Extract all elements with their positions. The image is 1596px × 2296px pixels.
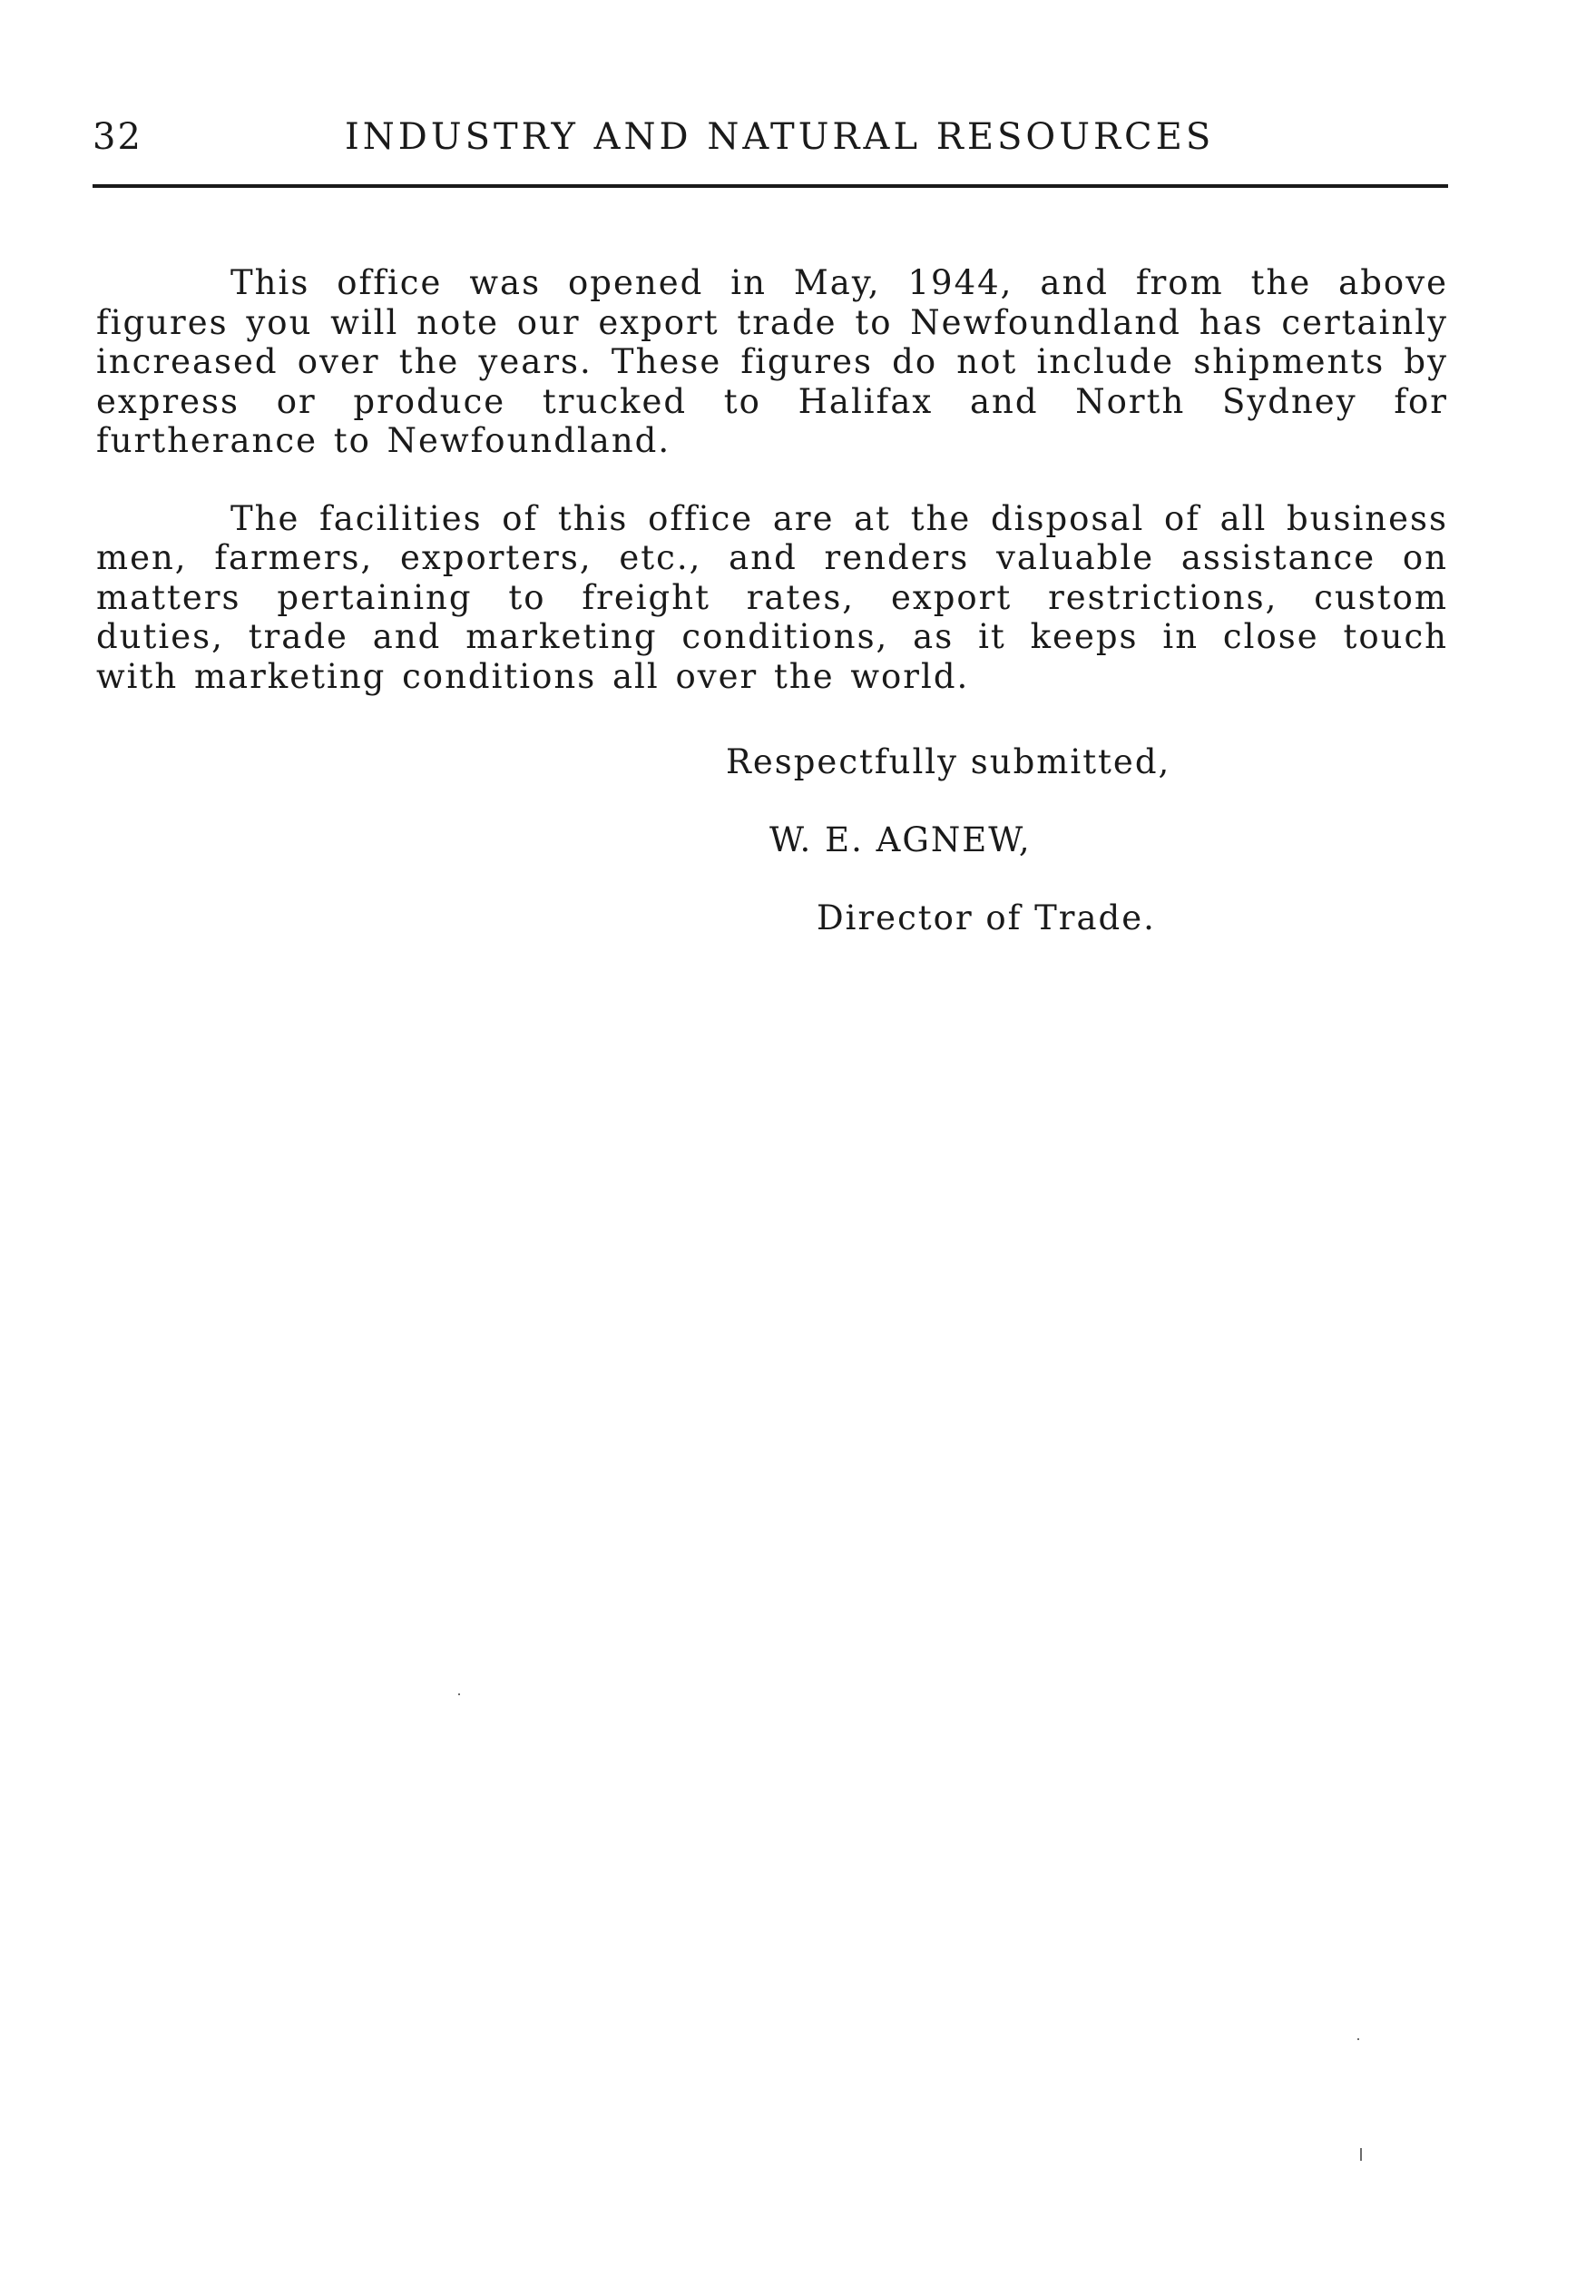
scan-speck [1357, 2038, 1359, 2040]
page-header [93, 116, 1448, 171]
paragraph-office-facilities: The facilities of this office are at the disposal of all business men, farmers, exporters, etc., and renders valuable assistance on matters pertaining to freight rates, export restrictions, custom duties, trade and marketing conditions, as it keeps in close touch with marketing conditions all over the world. [96, 498, 1448, 696]
running-head: INDUSTRY AND NATURAL RESOURCES [345, 116, 1215, 158]
header-rule [93, 184, 1448, 188]
valediction: Respectfully submitted, [726, 742, 1171, 781]
page-number: 32 [93, 116, 142, 158]
scan-mark [1360, 2148, 1362, 2161]
scan-speck [458, 1693, 460, 1695]
body-text [96, 263, 1448, 696]
signer-name: W. E. AGNEW, [769, 820, 1032, 859]
paragraph-export-trade: This office was opened in May, 1944, and from the above figures you will note our export trade to Newfoundland has certainly increased over the years. These figures do not include shipments by express or produce trucked to Halifax and North Sydney for furtherance to Newfoundland. [96, 263, 1448, 460]
signer-title: Director of Trade. [817, 898, 1156, 937]
